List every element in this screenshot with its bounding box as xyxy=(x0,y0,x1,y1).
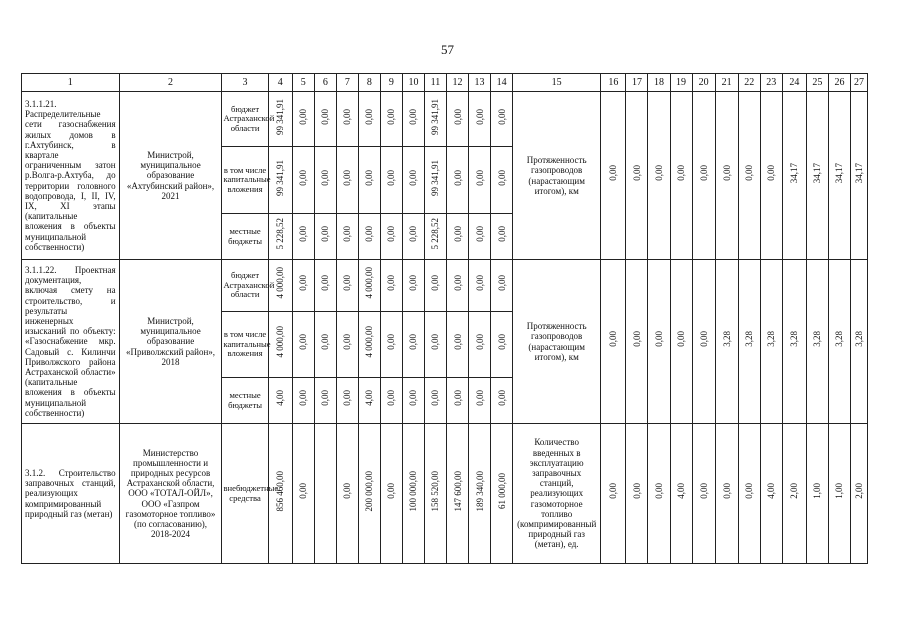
funding-value-text: 0,00 xyxy=(386,226,397,242)
funding-value-text: 4,00 xyxy=(364,390,375,406)
funding-value-text: 0,00 xyxy=(320,108,331,125)
target-value-text: 34,17 xyxy=(812,162,823,184)
funding-value-text: 0,00 xyxy=(452,108,463,125)
funding-value-text: 0,00 xyxy=(342,108,353,125)
funding-value-text: 0,00 xyxy=(386,483,397,499)
header-cell: 2 xyxy=(119,74,222,92)
funding-value xyxy=(358,312,380,378)
funding-value-text: 0,00 xyxy=(408,108,419,125)
funding-value xyxy=(424,147,446,214)
indicator-name: Протяженность газопроводов (нарастающим итогом), км xyxy=(513,92,601,260)
funding-value xyxy=(336,147,358,214)
funding-value-text: 0,00 xyxy=(298,226,309,242)
funding-value-text: 0,00 xyxy=(452,390,463,406)
target-value xyxy=(806,92,828,260)
target-value xyxy=(670,92,692,260)
header-cell: 25 xyxy=(806,74,828,92)
funding-value-text: 0,00 xyxy=(298,390,309,406)
funding-source: местные бюджеты xyxy=(222,214,268,260)
item-executor: Министрой, муниципальное образование «Ахтубинский район», 2021 xyxy=(119,92,222,260)
target-value-text: 0,00 xyxy=(676,331,687,347)
funding-value-text: 0,00 xyxy=(474,275,485,291)
funding-source: местные бюджеты xyxy=(222,378,268,424)
funding-value xyxy=(491,424,513,564)
funding-value xyxy=(358,147,380,214)
funding-value-text: 0,00 xyxy=(298,334,309,350)
funding-value xyxy=(268,147,292,214)
target-value xyxy=(601,424,626,564)
funding-value xyxy=(447,214,469,260)
header-row xyxy=(22,74,868,92)
target-value xyxy=(626,424,648,564)
funding-value-text: 0,00 xyxy=(452,226,463,242)
funding-source: в том числе капитальные вложения xyxy=(222,147,268,214)
funding-value-text: 0,00 xyxy=(452,334,463,350)
funding-value-empty xyxy=(314,424,336,564)
funding-value-text: 158 520,00 xyxy=(430,470,441,512)
target-value xyxy=(692,260,715,424)
target-value xyxy=(850,424,867,564)
funding-value-text: 0,00 xyxy=(298,108,309,125)
target-value-text: 0,00 xyxy=(631,165,642,181)
funding-value xyxy=(447,378,469,424)
funding-value-text: 0,00 xyxy=(452,275,463,291)
target-value-text: 2,00 xyxy=(789,483,800,499)
funding-value xyxy=(336,92,358,147)
target-value xyxy=(782,424,806,564)
funding-value-text: 0,00 xyxy=(342,275,353,291)
funding-value-text: 4,00 xyxy=(275,390,286,406)
target-value-text: 0,00 xyxy=(653,331,664,347)
target-value xyxy=(828,92,850,260)
target-value-text: 2,00 xyxy=(853,483,864,499)
funding-value-text: 4 000,00 xyxy=(275,326,286,358)
header-cell: 9 xyxy=(380,74,402,92)
target-value xyxy=(648,260,670,424)
funding-value-text: 0,00 xyxy=(342,226,353,242)
header-cell: 3 xyxy=(222,74,268,92)
header-cell: 7 xyxy=(336,74,358,92)
funding-value-text: 0,00 xyxy=(408,390,419,406)
funding-value xyxy=(402,424,424,564)
funding-value-text: 4 000,00 xyxy=(364,267,375,299)
funding-value xyxy=(491,312,513,378)
funding-value xyxy=(491,147,513,214)
target-value xyxy=(782,92,806,260)
target-value xyxy=(738,92,760,260)
funding-value xyxy=(336,260,358,312)
target-value xyxy=(738,260,760,424)
target-value-text: 0,00 xyxy=(608,483,619,499)
funding-value xyxy=(336,214,358,260)
target-value xyxy=(670,260,692,424)
table-row xyxy=(22,424,868,564)
funding-value xyxy=(314,147,336,214)
funding-value-text: 0,00 xyxy=(342,334,353,350)
target-value-text: 0,00 xyxy=(744,483,755,499)
target-value-text: 3,28 xyxy=(789,331,800,347)
header-cell: 27 xyxy=(850,74,867,92)
funding-value-text: 0,00 xyxy=(408,169,419,186)
funding-value xyxy=(469,214,491,260)
funding-value xyxy=(469,147,491,214)
funding-value-text: 0,00 xyxy=(320,390,331,406)
funding-value xyxy=(314,214,336,260)
funding-value xyxy=(358,424,380,564)
funding-value-text: 0,00 xyxy=(408,275,419,291)
funding-source: бюджет Астраханской области xyxy=(222,92,268,147)
funding-value-text: 0,00 xyxy=(452,169,463,186)
funding-value xyxy=(292,147,314,214)
funding-value-text: 0,00 xyxy=(320,226,331,242)
funding-value xyxy=(380,92,402,147)
funding-value xyxy=(402,378,424,424)
funding-value-text: 856 460,00 xyxy=(275,470,286,512)
funding-source: в том числе капитальные вложения xyxy=(222,312,268,378)
table-row xyxy=(22,260,868,312)
funding-value-text: 0,00 xyxy=(386,334,397,350)
funding-value xyxy=(424,424,446,564)
funding-value xyxy=(380,260,402,312)
header-cell: 1 xyxy=(22,74,120,92)
target-value xyxy=(670,424,692,564)
target-value-text: 0,00 xyxy=(744,165,755,181)
funding-value xyxy=(491,214,513,260)
header-cell: 18 xyxy=(648,74,670,92)
header-cell: 16 xyxy=(601,74,626,92)
funding-value xyxy=(268,312,292,378)
item-executor: Министерство промышленности и природных ресурсов Астраханской области, ООО «ТОТАЛ-ОЙЛ», ООО «Газпром газомоторное топливо» (по согласованию), 2018-2024 xyxy=(119,424,222,564)
funding-value xyxy=(268,214,292,260)
target-value-text: 0,00 xyxy=(608,331,619,347)
target-value-text: 34,17 xyxy=(834,162,845,184)
target-value xyxy=(828,424,850,564)
target-value xyxy=(692,424,715,564)
header-cell: 22 xyxy=(738,74,760,92)
funding-value xyxy=(380,378,402,424)
funding-value xyxy=(314,312,336,378)
header-cell: 5 xyxy=(292,74,314,92)
funding-value xyxy=(380,147,402,214)
funding-value xyxy=(358,214,380,260)
target-value xyxy=(760,424,782,564)
funding-value-text: 5 228,52 xyxy=(275,218,286,250)
header-cell: 26 xyxy=(828,74,850,92)
target-value-text: 3,28 xyxy=(834,331,845,347)
header-cell: 10 xyxy=(402,74,424,92)
item-title: 3.1.1.21. Распределительные сети газоснабжения жилых домов в г.Ахтубинск, в квартале ограниченным затон р.Волга-р.Ахтуба, до территории головного водопровода, I, II, IV, IX, XI этапы (капитальные вложения в объекты муниципальной собственности) xyxy=(22,92,120,260)
funding-value-text: 0,00 xyxy=(320,334,331,350)
target-value-text: 0,00 xyxy=(721,483,732,499)
header-cell: 19 xyxy=(670,74,692,92)
funding-value xyxy=(292,92,314,147)
target-value xyxy=(760,260,782,424)
target-value xyxy=(626,92,648,260)
funding-value-text: 0,00 xyxy=(430,334,441,350)
funding-value-text: 0,00 xyxy=(474,108,485,125)
header-cell: 13 xyxy=(469,74,491,92)
target-value-text: 0,00 xyxy=(608,165,619,181)
funding-value-text: 0,00 xyxy=(430,275,441,291)
funding-value xyxy=(469,260,491,312)
funding-value xyxy=(402,312,424,378)
funding-value xyxy=(424,260,446,312)
funding-value-text: 0,00 xyxy=(474,334,485,350)
header-cell: 15 xyxy=(513,74,601,92)
funding-value-text: 0,00 xyxy=(386,108,397,125)
target-value xyxy=(828,260,850,424)
funding-value xyxy=(314,260,336,312)
funding-value-text: 0,00 xyxy=(320,275,331,291)
funding-value-text: 0,00 xyxy=(496,334,507,350)
funding-value xyxy=(469,312,491,378)
funding-value-text: 189 340,00 xyxy=(474,470,485,512)
header-cell: 4 xyxy=(268,74,292,92)
funding-value xyxy=(469,92,491,147)
funding-source: внебюджетные средства xyxy=(222,424,268,564)
budget-table xyxy=(21,73,868,561)
target-value xyxy=(715,92,738,260)
funding-value-text: 0,00 xyxy=(386,169,397,186)
target-value-text: 3,28 xyxy=(766,331,777,347)
target-value-text: 0,00 xyxy=(698,483,709,499)
indicator-name: Количество введенных в эксплуатацию заправочных станций, реализующих газомоторное топливо (компримированный природный газ (метан), ед. xyxy=(513,424,601,564)
target-value-text: 34,17 xyxy=(789,162,800,184)
funding-value-text: 0,00 xyxy=(320,169,331,186)
funding-value xyxy=(402,260,424,312)
funding-value-text: 0,00 xyxy=(364,169,375,186)
table-row xyxy=(22,92,868,147)
funding-value xyxy=(336,378,358,424)
target-value-text: 0,00 xyxy=(631,331,642,347)
funding-value-text: 0,00 xyxy=(430,390,441,406)
target-value xyxy=(692,92,715,260)
header-cell: 17 xyxy=(626,74,648,92)
funding-value xyxy=(358,92,380,147)
target-value-text: 0,00 xyxy=(653,165,664,181)
funding-value-text: 0,00 xyxy=(496,169,507,186)
target-value-text: 0,00 xyxy=(653,483,664,499)
funding-value-text: 99 341,91 xyxy=(275,98,286,135)
funding-value xyxy=(402,92,424,147)
funding-value xyxy=(424,214,446,260)
funding-value-text: 0,00 xyxy=(496,390,507,406)
target-value xyxy=(648,424,670,564)
header-cell: 23 xyxy=(760,74,782,92)
data-table xyxy=(21,73,868,564)
indicator-name: Протяженность газопроводов (нарастающим итогом), км xyxy=(513,260,601,424)
target-value xyxy=(806,424,828,564)
page-number: 57 xyxy=(441,42,454,57)
funding-value xyxy=(292,260,314,312)
funding-value-text: 99 341,91 xyxy=(275,159,286,196)
target-value-text: 0,00 xyxy=(698,165,709,181)
funding-value xyxy=(447,424,469,564)
target-value xyxy=(782,260,806,424)
funding-value xyxy=(292,378,314,424)
funding-value-text: 99 341,91 xyxy=(430,98,441,135)
target-value-text: 4,00 xyxy=(766,483,777,499)
target-value xyxy=(601,260,626,424)
header-cell: 11 xyxy=(424,74,446,92)
funding-value-text: 0,00 xyxy=(298,483,309,499)
funding-value xyxy=(314,92,336,147)
target-value-text: 0,00 xyxy=(631,483,642,499)
target-value-text: 1,00 xyxy=(834,483,845,499)
funding-value-text: 0,00 xyxy=(496,108,507,125)
target-value-text: 3,28 xyxy=(853,331,864,347)
funding-value-text: 0,00 xyxy=(474,169,485,186)
funding-value-text: 0,00 xyxy=(364,108,375,125)
funding-value xyxy=(402,147,424,214)
header-cell: 24 xyxy=(782,74,806,92)
funding-value xyxy=(469,378,491,424)
funding-value xyxy=(424,378,446,424)
funding-value-text: 4 000,00 xyxy=(275,267,286,299)
target-value xyxy=(850,92,867,260)
funding-value-text: 0,00 xyxy=(298,275,309,291)
funding-source: бюджет Астраханской области xyxy=(222,260,268,312)
funding-value-text: 4 000,00 xyxy=(364,326,375,358)
funding-value xyxy=(380,312,402,378)
funding-value xyxy=(314,378,336,424)
funding-value xyxy=(292,214,314,260)
funding-value xyxy=(292,312,314,378)
funding-value xyxy=(447,147,469,214)
target-value-text: 0,00 xyxy=(698,331,709,347)
funding-value xyxy=(491,378,513,424)
funding-value xyxy=(491,92,513,147)
funding-value xyxy=(336,312,358,378)
funding-value-text: 0,00 xyxy=(386,275,397,291)
target-value-text: 3,28 xyxy=(744,331,755,347)
funding-value xyxy=(447,312,469,378)
target-value-text: 34,17 xyxy=(853,162,864,184)
header-cell: 21 xyxy=(715,74,738,92)
funding-value-text: 0,00 xyxy=(474,390,485,406)
funding-value xyxy=(292,424,314,564)
funding-value-text: 0,00 xyxy=(408,334,419,350)
funding-value-text: 99 341,91 xyxy=(430,159,441,196)
funding-value xyxy=(336,424,358,564)
funding-value-text: 200 000,00 xyxy=(364,470,375,512)
funding-value-text: 0,00 xyxy=(342,169,353,186)
funding-value-text: 0,00 xyxy=(386,390,397,406)
funding-value-text: 0,00 xyxy=(496,275,507,291)
funding-value xyxy=(402,214,424,260)
target-value xyxy=(601,92,626,260)
funding-value xyxy=(424,312,446,378)
funding-value xyxy=(447,92,469,147)
funding-value-text: 147 600,00 xyxy=(452,470,463,512)
target-value-text: 0,00 xyxy=(676,165,687,181)
funding-value-text: 0,00 xyxy=(342,483,353,499)
target-value-text: 3,28 xyxy=(812,331,823,347)
target-value xyxy=(648,92,670,260)
header-cell: 20 xyxy=(692,74,715,92)
funding-value xyxy=(268,424,292,564)
target-value-text: 4,00 xyxy=(676,483,687,499)
target-value xyxy=(738,424,760,564)
funding-value-text: 0,00 xyxy=(496,226,507,242)
target-value xyxy=(715,260,738,424)
funding-value-text: 0,00 xyxy=(364,226,375,242)
funding-value xyxy=(491,260,513,312)
target-value xyxy=(806,260,828,424)
funding-value xyxy=(380,424,402,564)
funding-value xyxy=(447,260,469,312)
funding-value xyxy=(268,378,292,424)
header-cell: 14 xyxy=(491,74,513,92)
target-value-text: 1,00 xyxy=(812,483,823,499)
funding-value-text: 0,00 xyxy=(298,169,309,186)
funding-value-text: 5 228,52 xyxy=(430,218,441,250)
target-value-text: 0,00 xyxy=(721,165,732,181)
item-title: 3.1.2. Строительство заправочных станций, реализующих компримированный природный газ (метан) xyxy=(22,424,120,564)
funding-value xyxy=(469,424,491,564)
item-title: 3.1.1.22. Проектная документация, включая смету на строительство, и результаты инженерных изысканий по объекту: «Газоснабжение мкр. Садовый с. Килинчи Приволжского района Астраханской области» (капитальные вложения в объекты муниципальной собственности) xyxy=(22,260,120,424)
funding-value xyxy=(358,260,380,312)
funding-value-text: 0,00 xyxy=(342,390,353,406)
target-value xyxy=(760,92,782,260)
target-value xyxy=(715,424,738,564)
target-value xyxy=(850,260,867,424)
funding-value xyxy=(358,378,380,424)
target-value xyxy=(626,260,648,424)
target-value-text: 0,00 xyxy=(766,165,777,181)
target-value-text: 3,28 xyxy=(721,331,732,347)
funding-value-text: 0,00 xyxy=(474,226,485,242)
funding-value-text: 100 000,00 xyxy=(408,470,419,512)
funding-value xyxy=(380,214,402,260)
header-cell: 6 xyxy=(314,74,336,92)
funding-value-text: 61 000,00 xyxy=(496,473,507,509)
item-executor: Министрой, муниципальное образование «Приволжский район», 2018 xyxy=(119,260,222,424)
header-cell: 8 xyxy=(358,74,380,92)
funding-value xyxy=(424,92,446,147)
header-cell: 12 xyxy=(447,74,469,92)
funding-value-text: 0,00 xyxy=(408,226,419,242)
